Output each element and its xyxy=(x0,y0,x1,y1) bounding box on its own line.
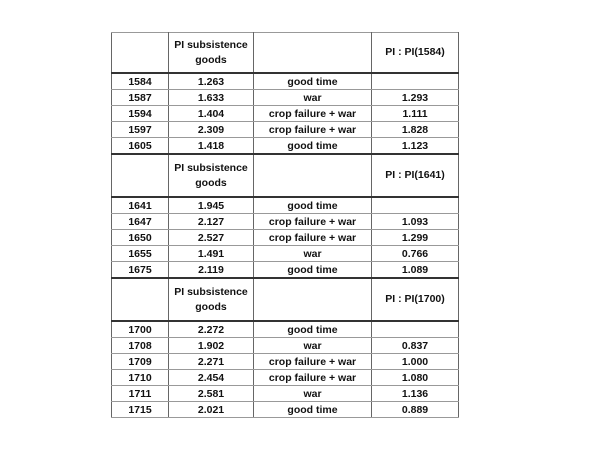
event-cell: good time xyxy=(254,73,372,90)
pi-cell: 1.491 xyxy=(169,246,254,262)
event-cell: war xyxy=(254,386,372,402)
year-header-cell xyxy=(112,33,169,74)
ratio-cell: 1.136 xyxy=(372,386,459,402)
event-cell: crop failure + war xyxy=(254,214,372,230)
ratio-cell xyxy=(372,321,459,338)
event-header-cell xyxy=(254,154,372,197)
table-row xyxy=(112,138,459,155)
year-cell: 1597 xyxy=(112,122,169,138)
table-row xyxy=(112,246,459,262)
year-header-cell xyxy=(112,154,169,197)
table-row xyxy=(112,106,459,122)
event-cell: war xyxy=(254,90,372,106)
table-row xyxy=(112,338,459,354)
event-cell: war xyxy=(254,338,372,354)
ratio-header-cell: PI : PI(1584) xyxy=(372,33,459,74)
ratio-cell xyxy=(372,73,459,90)
year-cell: 1700 xyxy=(112,321,169,338)
year-cell: 1675 xyxy=(112,262,169,279)
event-cell: good time xyxy=(254,402,372,418)
ratio-cell: 1.293 xyxy=(372,90,459,106)
event-cell: crop failure + war xyxy=(254,354,372,370)
pi-cell: 2.271 xyxy=(169,354,254,370)
pi-cell: 1.902 xyxy=(169,338,254,354)
table-row xyxy=(112,214,459,230)
section-3-header xyxy=(112,278,459,321)
year-cell: 1711 xyxy=(112,386,169,402)
event-cell: crop failure + war xyxy=(254,370,372,386)
year-cell: 1641 xyxy=(112,197,169,214)
pi-cell: 2.272 xyxy=(169,321,254,338)
pi-cell: 1.404 xyxy=(169,106,254,122)
pi-cell: 2.309 xyxy=(169,122,254,138)
pi-header-cell: PI subsistence goods xyxy=(169,278,254,321)
pi-header-cell: PI subsistence goods xyxy=(169,154,254,197)
pi-cell: 2.527 xyxy=(169,230,254,246)
ratio-header-cell: PI : PI(1641) xyxy=(372,154,459,197)
year-cell: 1584 xyxy=(112,73,169,90)
year-cell: 1650 xyxy=(112,230,169,246)
ratio-cell: 1.123 xyxy=(372,138,459,155)
price-index-table xyxy=(111,32,459,418)
ratio-cell: 1.111 xyxy=(372,106,459,122)
pi-cell: 1.633 xyxy=(169,90,254,106)
pi-header-cell: PI subsistence goods xyxy=(169,33,254,74)
ratio-cell: 0.766 xyxy=(372,246,459,262)
pi-cell: 2.119 xyxy=(169,262,254,279)
event-cell: crop failure + war xyxy=(254,122,372,138)
table-row xyxy=(112,321,459,338)
table-row xyxy=(112,262,459,279)
ratio-cell: 1.000 xyxy=(372,354,459,370)
event-header-cell xyxy=(254,278,372,321)
event-cell: crop failure + war xyxy=(254,230,372,246)
table-row xyxy=(112,230,459,246)
event-cell: crop failure + war xyxy=(254,106,372,122)
year-cell: 1715 xyxy=(112,402,169,418)
table-row xyxy=(112,197,459,214)
section-1-header xyxy=(112,33,459,74)
event-cell: war xyxy=(254,246,372,262)
year-header-cell xyxy=(112,278,169,321)
year-cell: 1605 xyxy=(112,138,169,155)
year-cell: 1594 xyxy=(112,106,169,122)
table-row xyxy=(112,386,459,402)
ratio-header-cell: PI : PI(1700) xyxy=(372,278,459,321)
event-cell: good time xyxy=(254,321,372,338)
year-cell: 1587 xyxy=(112,90,169,106)
section-2-header xyxy=(112,154,459,197)
table-row xyxy=(112,370,459,386)
pi-cell: 1.945 xyxy=(169,197,254,214)
pi-cell: 2.581 xyxy=(169,386,254,402)
table-body xyxy=(112,33,459,418)
event-cell: good time xyxy=(254,262,372,279)
table-row xyxy=(112,122,459,138)
table-row xyxy=(112,402,459,418)
event-cell: good time xyxy=(254,138,372,155)
ratio-cell: 1.093 xyxy=(372,214,459,230)
ratio-cell: 0.889 xyxy=(372,402,459,418)
year-cell: 1708 xyxy=(112,338,169,354)
ratio-cell: 0.837 xyxy=(372,338,459,354)
ratio-cell: 1.299 xyxy=(372,230,459,246)
year-cell: 1655 xyxy=(112,246,169,262)
year-cell: 1710 xyxy=(112,370,169,386)
table-row xyxy=(112,73,459,90)
pi-cell: 1.263 xyxy=(169,73,254,90)
event-cell: good time xyxy=(254,197,372,214)
ratio-cell: 1.080 xyxy=(372,370,459,386)
year-cell: 1647 xyxy=(112,214,169,230)
pi-cell: 2.454 xyxy=(169,370,254,386)
table-row xyxy=(112,354,459,370)
ratio-cell: 1.828 xyxy=(372,122,459,138)
pi-cell: 2.127 xyxy=(169,214,254,230)
event-header-cell xyxy=(254,33,372,74)
ratio-cell: 1.089 xyxy=(372,262,459,279)
year-cell: 1709 xyxy=(112,354,169,370)
pi-cell: 1.418 xyxy=(169,138,254,155)
pi-cell: 2.021 xyxy=(169,402,254,418)
ratio-cell xyxy=(372,197,459,214)
table-row xyxy=(112,90,459,106)
